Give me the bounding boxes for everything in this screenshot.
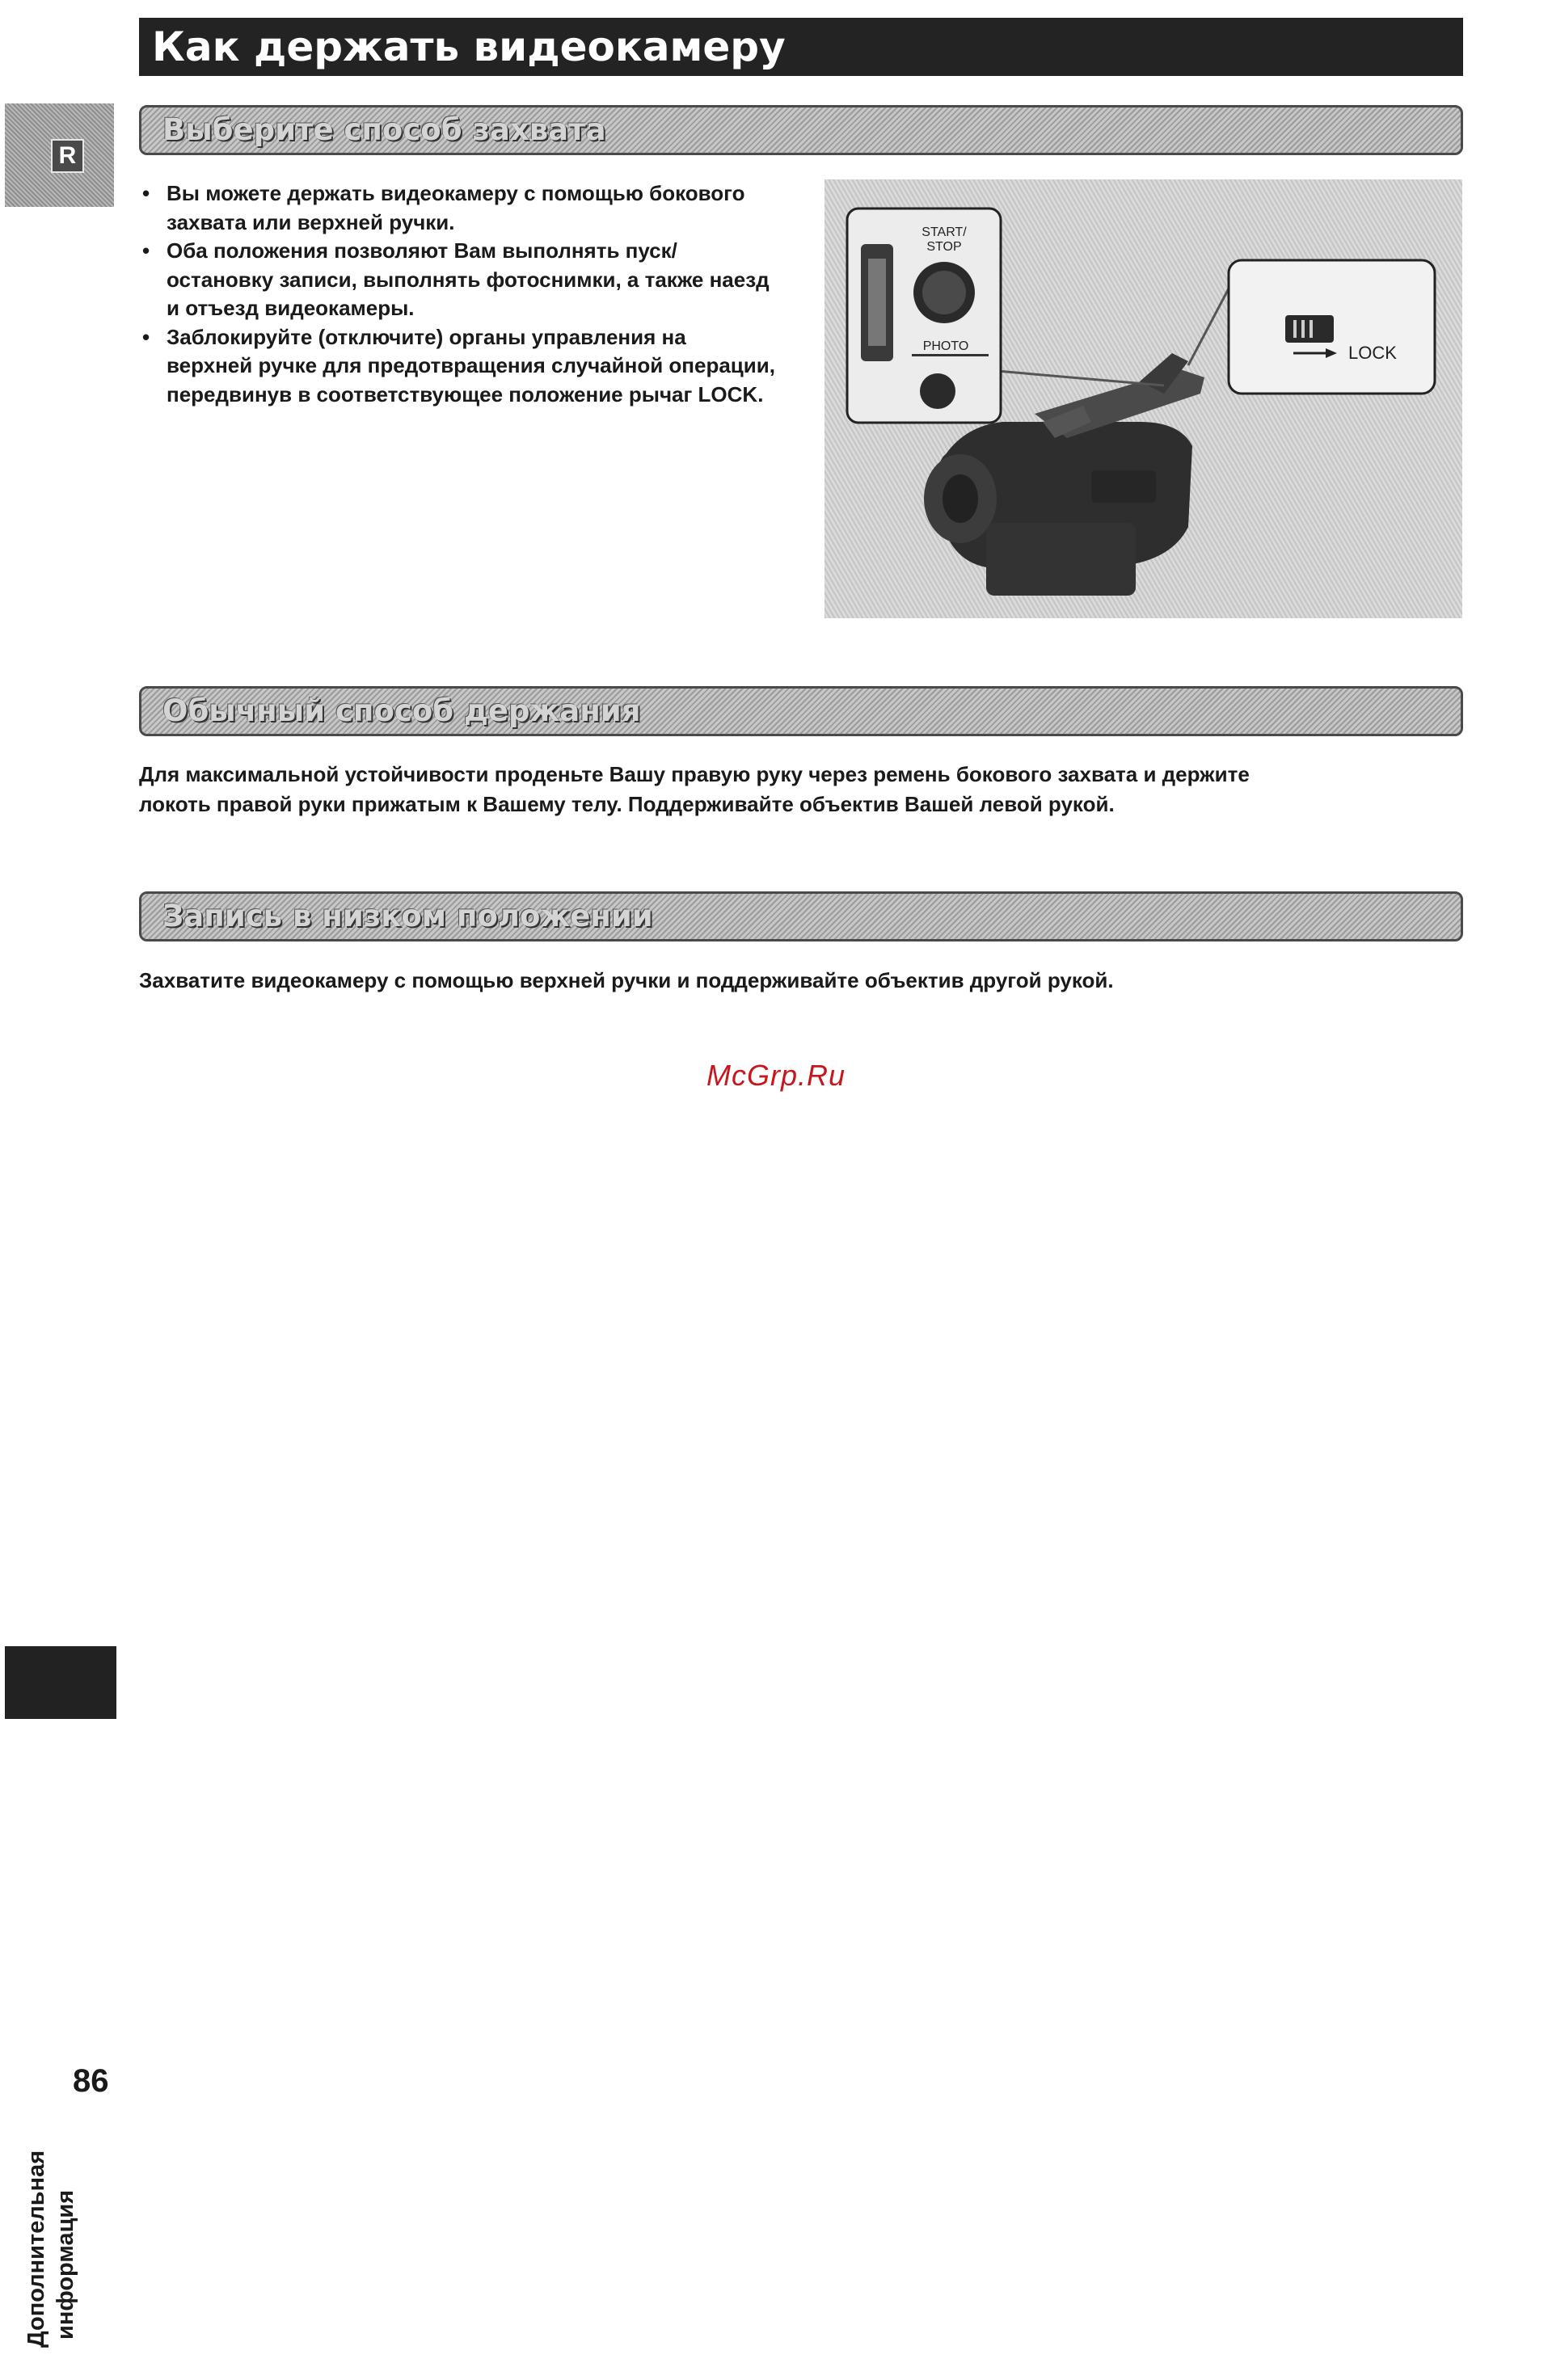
language-tab xyxy=(5,103,114,207)
bullet-item: • Оба положения позволяют Вам выполнять пуск/остановку записи, выполнять фотоснимки, а также наезд и отъезд видеокамеры. xyxy=(139,237,778,323)
page-title: Как держать видеокамеру xyxy=(139,18,1463,76)
camcorder-illustration xyxy=(824,179,1462,618)
paragraph-normal-hold xyxy=(139,760,1250,819)
side-label-line: Дополнительная xyxy=(23,2150,49,2348)
bullet-item: • Вы можете держать видеокамеру с помощью бокового захвата или верхней ручки. xyxy=(139,179,778,237)
page-number: 86 xyxy=(73,2063,109,2099)
photo-label: PHOTO xyxy=(922,339,969,353)
section-heading-grip: Выберите способ захвата xyxy=(139,105,1463,155)
lock-label: LOCK xyxy=(1348,343,1397,363)
start-stop-label: STOP xyxy=(926,240,962,254)
callout-line xyxy=(1188,289,1229,365)
side-section-label xyxy=(23,1733,120,2380)
camcorder-drawing xyxy=(824,179,1462,618)
lock-callout xyxy=(1229,260,1435,394)
side-label-line: информация xyxy=(53,2189,78,2340)
start-stop-callout xyxy=(847,209,1001,423)
language-letter: R xyxy=(51,139,84,173)
callout-line xyxy=(978,369,1164,385)
section-heading-low-position: Запись в низком положении xyxy=(139,891,1463,941)
paragraph-low-position: Захватите видеокамеру с помощью верхней ручки и поддерживайте объектив другой рукой. xyxy=(139,968,1114,992)
section-tab-marker xyxy=(5,1646,116,1719)
watermark: McGrp.Ru xyxy=(706,1059,846,1092)
start-stop-label: START/ xyxy=(922,225,967,239)
bullet-item: • Заблокируйте (отключите) органы управления на верхней ручке для предотвращения случайной операции, передвинув в соответствующее положение рычаг LOCK. xyxy=(139,323,778,410)
paragraph-line: Для максимальной устойчивости проденьте Вашу правую руку через ремень бокового захвата и держите xyxy=(139,762,1250,786)
bullet-list xyxy=(139,179,778,409)
section-heading-normal-hold: Обычный способ держания xyxy=(139,686,1463,736)
paragraph-line: локоть правой руки прижатым к Вашему телу. Поддерживайте объектив Вашей левой рукой. xyxy=(139,792,1115,816)
